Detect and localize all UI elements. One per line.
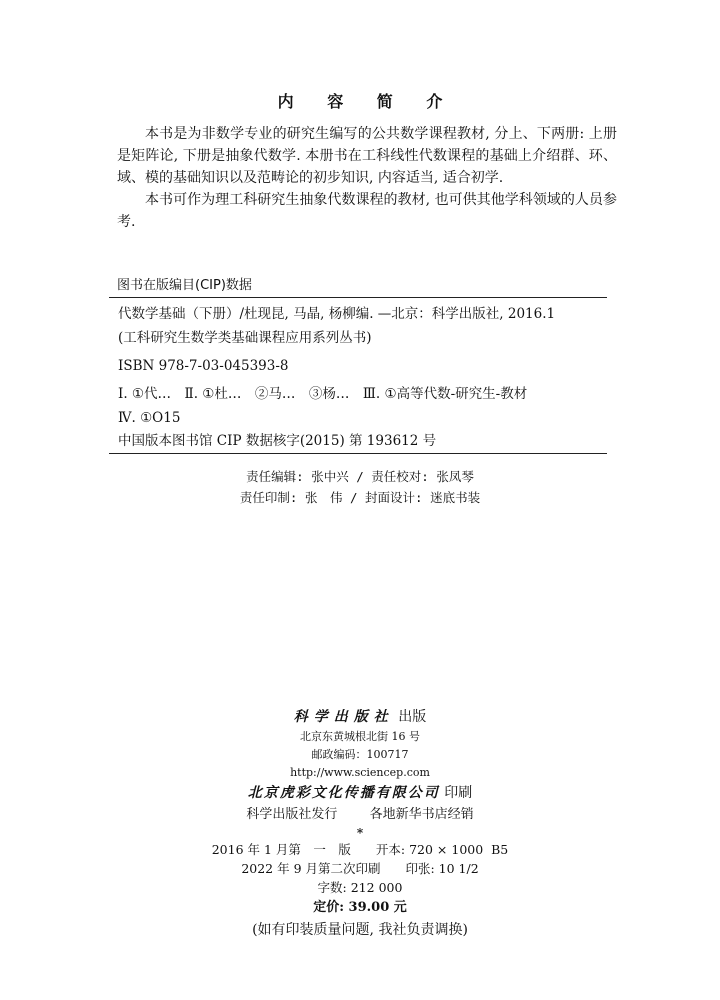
publisher-block [0, 706, 720, 941]
cip-heading: 图书在版编目(CIP)数据 [117, 278, 252, 293]
publisher-address: 北京东黄城根北街 16 号 [300, 730, 420, 743]
price: 定价: 39.00 元 [313, 900, 407, 915]
word-count: 字数: 212 000 [317, 880, 403, 895]
publisher-logo-text: 科学出版社 [293, 709, 394, 725]
cip-number: 中国版本图书馆 CIP 数据核字(2015) 第 193612 号 [118, 433, 437, 449]
publisher-suffix: 出版 [398, 709, 427, 725]
cip-title-line: 代数学基础（下册）/杜现昆, 马晶, 杨柳编. —北京：科学出版社, 2016.1 [118, 306, 556, 322]
publisher-postcode: 邮政编码：100717 [311, 748, 409, 761]
publisher-url: http://www.sciencep.com [290, 766, 430, 779]
cip-series-line: (工科研究生数学类基础课程应用系列丛书) [118, 330, 372, 346]
editors-block [0, 466, 720, 508]
printer-line [0, 782, 720, 804]
sold-by: 各地新华书店经销 [369, 807, 474, 822]
print-line: 2022 年 9 月第二次印刷 印张: 10 1/2 [241, 861, 479, 876]
cip-top-rule [109, 297, 607, 298]
summary-paragraph-2: 本书可作为理工科研究生抽象代数课程的教材, 也可供其他学科领域的人员参考. [117, 192, 617, 230]
book-summary [117, 123, 617, 233]
publisher-line [0, 706, 720, 728]
summary-paragraph-1: 本书是为非数学专业的研究生编写的公共数学课程教材, 分上、下两册: 上册是矩阵论, 下册是抽象代数学. 本册书在工科线性代数课程的基础上介绍群、环、域、模的基础知识以及范畴论的初步知识, 内容适当, 适合初学. [117, 126, 617, 186]
editors-line-1: 责任编辑: 张中兴 / 责任校对: 张凤琴 [246, 469, 474, 484]
distribution-line [0, 804, 720, 826]
quality-note: (如有印装质量问题, 我社负责调换) [252, 922, 468, 938]
summary-title: 内 容 简 介 [277, 92, 457, 111]
issued-by: 科学出版社发行 [246, 807, 338, 822]
editors-line-2: 责任印制: 张 伟 / 封面设计: 迷底书装 [239, 490, 481, 505]
cip-classification-1: Ⅰ. ①代… Ⅱ. ①杜… ②马… ③杨… Ⅲ. ①高等代数-研究生-教材 [118, 386, 528, 402]
printer-suffix: 印刷 [444, 785, 473, 801]
cip-classification-2: Ⅳ. ①O15 [118, 410, 181, 426]
cip-bottom-rule [109, 453, 607, 454]
printer-name: 北京虎彩文化传播有限公司 [247, 785, 440, 801]
cip-block [118, 302, 618, 430]
cip-isbn: ISBN 978-7-03-045393-8 [118, 358, 289, 374]
edition-line: 2016 年 1 月第 一 版 开本: 720 × 1000 B5 [211, 842, 509, 857]
separator-star: * [356, 826, 364, 840]
